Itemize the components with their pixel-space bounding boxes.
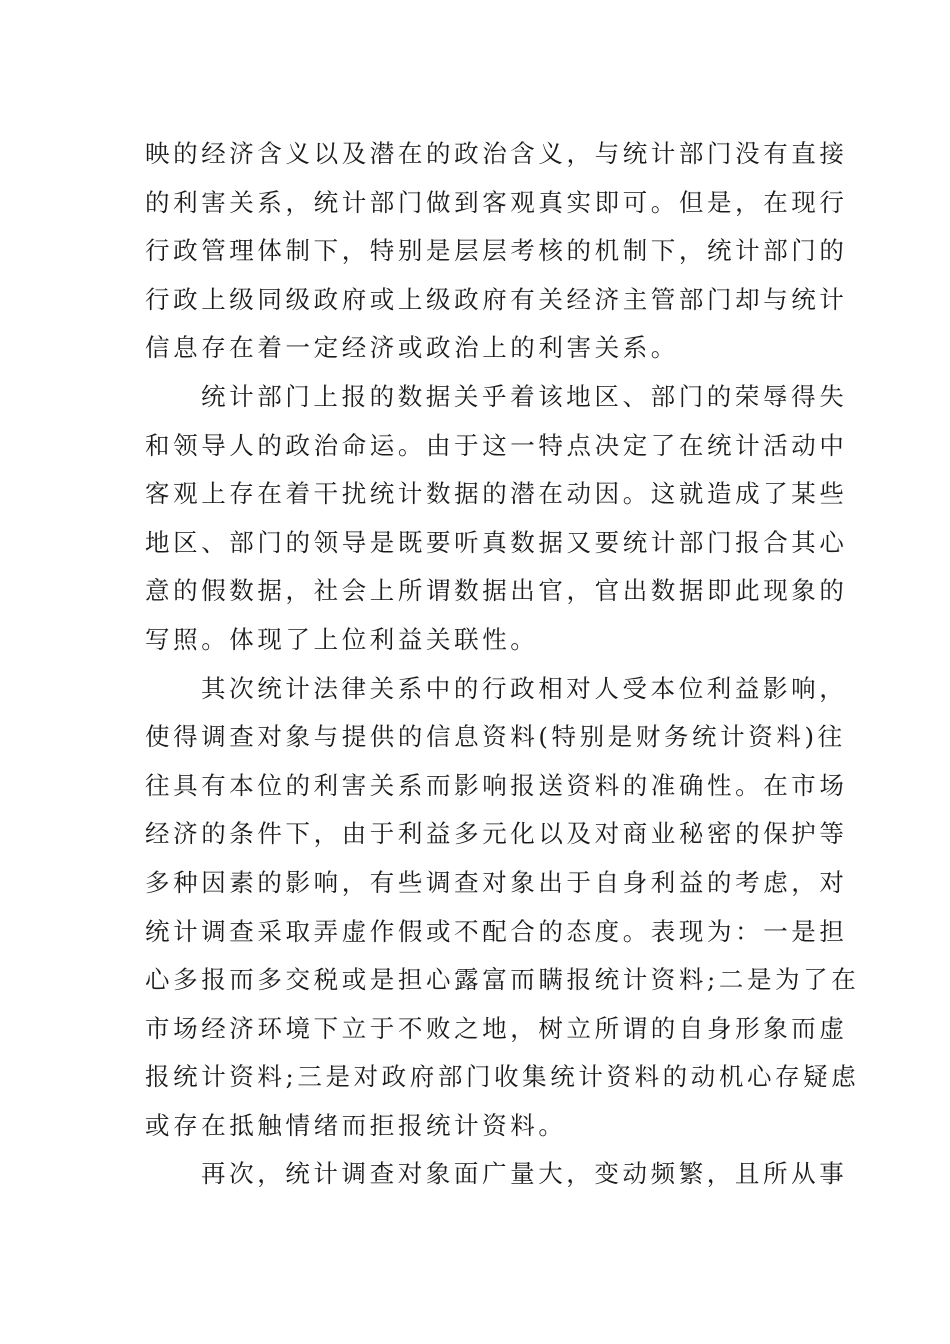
text-line: 往具有本位的利害关系而影响报送资料的准确性。在市场 — [145, 770, 848, 800]
text-line: 统计调查采取弄虚作假或不配合的态度。表现为：一是担 — [145, 916, 848, 946]
text-line: 报统计资料;三是对政府部门收集统计资料的动机心存疑虑 — [145, 1062, 860, 1092]
text-line: 市场经济环境下立于不败之地，树立所谓的自身形象而虚 — [145, 1013, 848, 1043]
text-line: 多种因素的影响，有些调查对象出于自身利益的考虑，对 — [145, 867, 848, 897]
text-line: 的利害关系，统计部门做到客观真实即可。但是，在现行 — [145, 187, 848, 217]
text-line: 行政管理体制下，特别是层层考核的机制下，统计部门的 — [145, 236, 848, 266]
text-line: 使得调查对象与提供的信息资料(特别是财务统计资料)往 — [145, 722, 846, 752]
text-line: 客观上存在着干扰统计数据的潜在动因。这就造成了某些 — [145, 479, 848, 509]
paragraph-first-line: 再次，统计调查对象面广量大，变动频繁，且所从事 — [201, 1159, 848, 1189]
paragraph-first-line: 统计部门上报的数据关乎着该地区、部门的荣辱得失 — [201, 381, 848, 411]
text-line: 心多报而多交税或是担心露富而瞒报统计资料;二是为了在 — [145, 965, 860, 995]
paragraph-first-line: 其次统计法律关系中的行政相对人受本位利益影响， — [201, 673, 848, 703]
text-line: 写照。体现了上位利益关联性。 — [145, 624, 539, 654]
text-line: 和领导人的政治命运。由于这一特点决定了在统计活动中 — [145, 430, 848, 460]
document-body — [145, 130, 860, 1199]
text-line: 或存在抵触情绪而拒报统计资料。 — [145, 1110, 567, 1140]
text-line: 映的经济含义以及潜在的政治含义，与统计部门没有直接 — [145, 139, 848, 168]
text-line: 行政上级同级政府或上级政府有关经济主管部门却与统计 — [145, 284, 848, 314]
text-line: 意的假数据，社会上所谓数据出官，官出数据即此现象的 — [145, 576, 848, 606]
text-line: 经济的条件下，由于利益多元化以及对商业秘密的保护等 — [145, 819, 848, 849]
text-line: 地区、部门的领导是既要听真数据又要统计部门报合其心 — [145, 527, 848, 557]
text-line: 信息存在着一定经济或政治上的利害关系。 — [145, 333, 679, 363]
